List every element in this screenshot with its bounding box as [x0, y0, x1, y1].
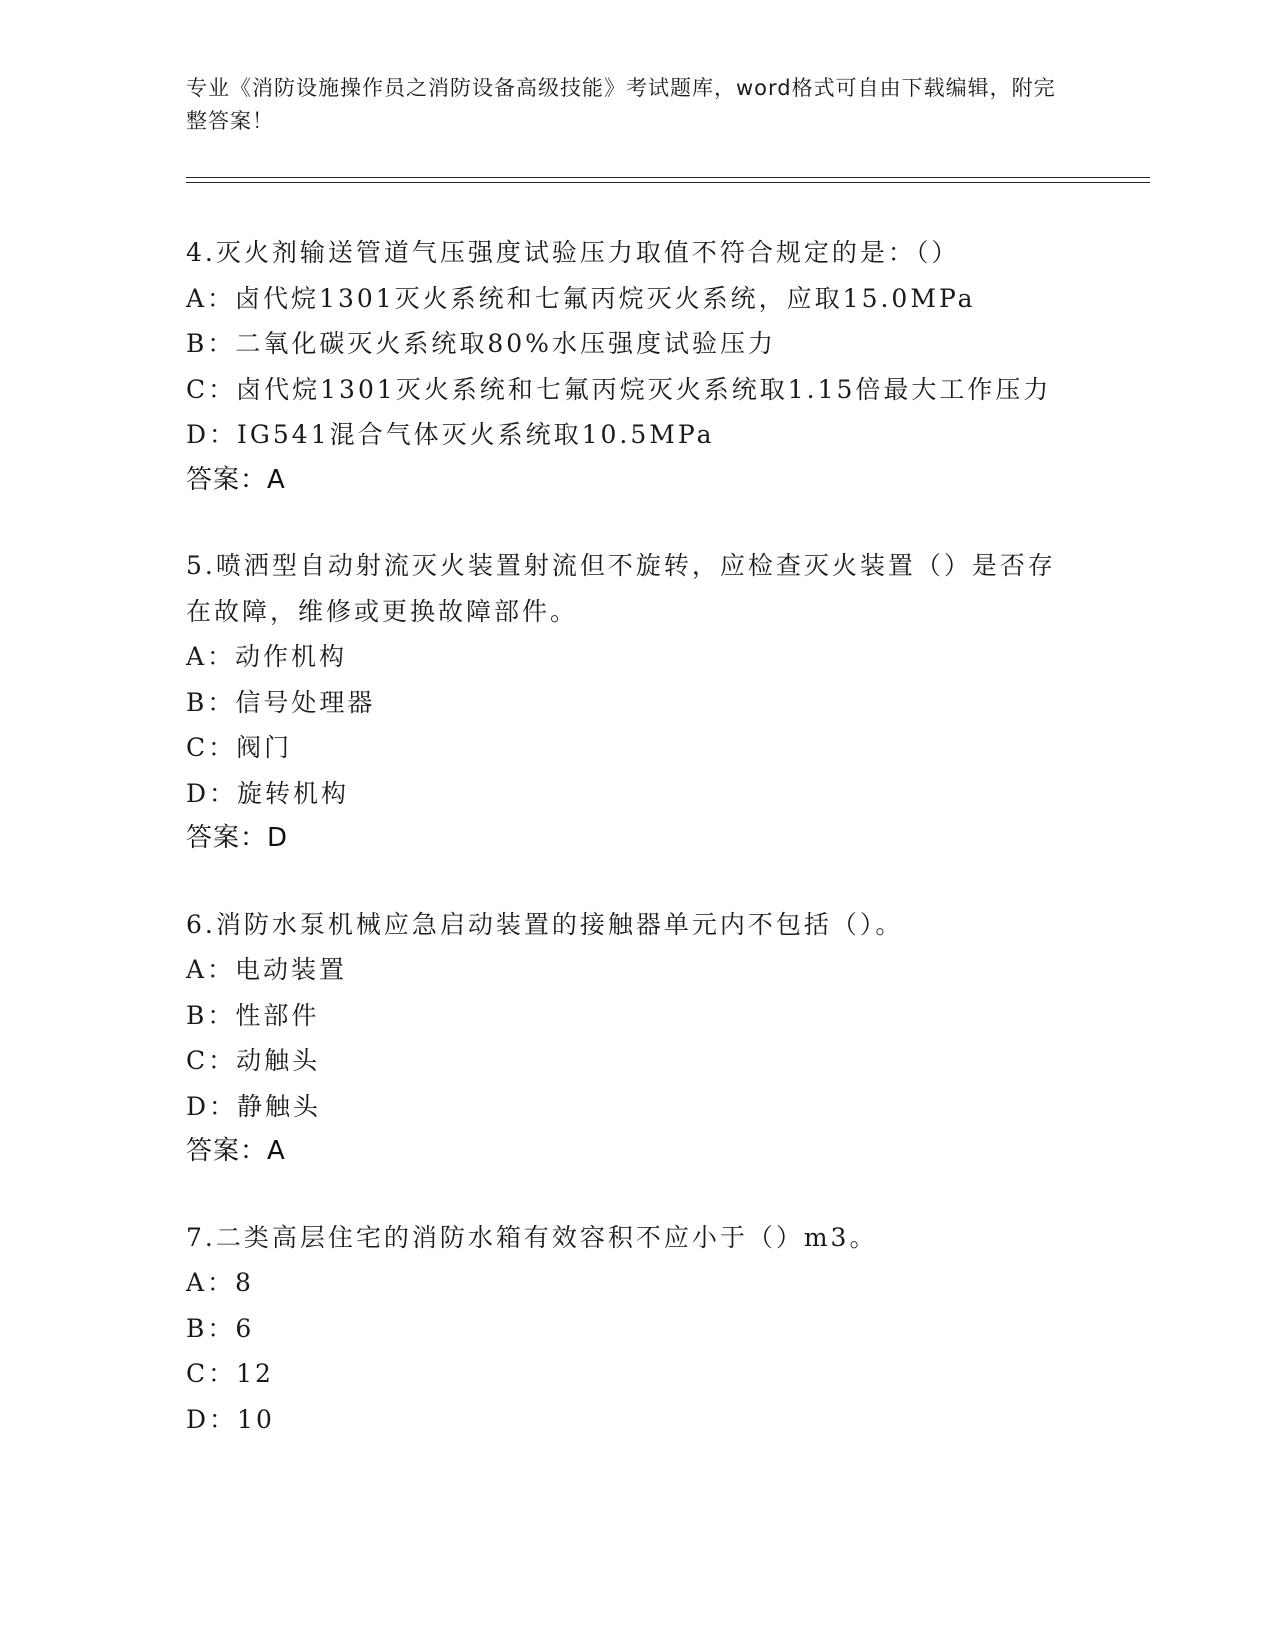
option-d: D：10 [186, 1404, 275, 1434]
question-stem: 7.二类高层住宅的消防水箱有效容积不应小于（）m3。 [186, 1222, 878, 1252]
header-divider-bottom [186, 182, 1150, 183]
question-stem: 5.喷洒型自动射流灭火装置射流但不旋转，应检查灭火装置（）是否存在故障，维修或更换故障部件。 [186, 551, 1056, 626]
question-stem: 6.消防水泵机械应急启动装置的接触器单元内不包括（）。 [186, 909, 904, 939]
question-list [186, 230, 1086, 1482]
option-c: C：卤代烷1301灭火系统和七氟丙烷灭火系统取1.15倍最大工作压力 [186, 374, 1052, 404]
page-header: 专业《消防设施操作员之消防设备高级技能》考试题库，word格式可自由下载编辑，附完整答案！ [186, 76, 1056, 133]
answer-label: 答案：A [186, 1136, 286, 1166]
option-a: A：电动装置 [186, 955, 348, 984]
option-d: D：IG541混合气体灭火系统取10.5MPa [186, 420, 715, 449]
option-b: B：二氧化碳灭火系统取80%水压强度试验压力 [186, 329, 776, 358]
question-6 [186, 902, 1086, 1175]
option-b: B：性部件 [186, 1000, 320, 1030]
option-d: D：静触头 [186, 1091, 322, 1121]
option-d: D：旋转机构 [186, 778, 350, 808]
answer-label: 答案：A [186, 464, 286, 495]
option-c: C：12 [186, 1359, 274, 1388]
option-c: C：阀门 [186, 733, 293, 762]
question-stem: 4.灭火剂输送管道气压强度试验压力取值不符合规定的是：（） [186, 238, 960, 267]
option-a: A：8 [186, 1268, 254, 1297]
option-b: B：6 [186, 1313, 255, 1343]
answer-label: 答案：D [186, 823, 289, 853]
question-5 [186, 543, 1086, 862]
option-a: A：动作机构 [186, 642, 348, 671]
header-divider-top [186, 177, 1150, 178]
question-4 [186, 230, 1086, 503]
option-c: C：动触头 [186, 1046, 321, 1075]
option-a: A：卤代烷1301灭火系统和七氟丙烷灭火系统，应取15.0MPa [186, 283, 976, 313]
question-7 [186, 1215, 1086, 1443]
option-b: B：信号处理器 [186, 687, 376, 717]
